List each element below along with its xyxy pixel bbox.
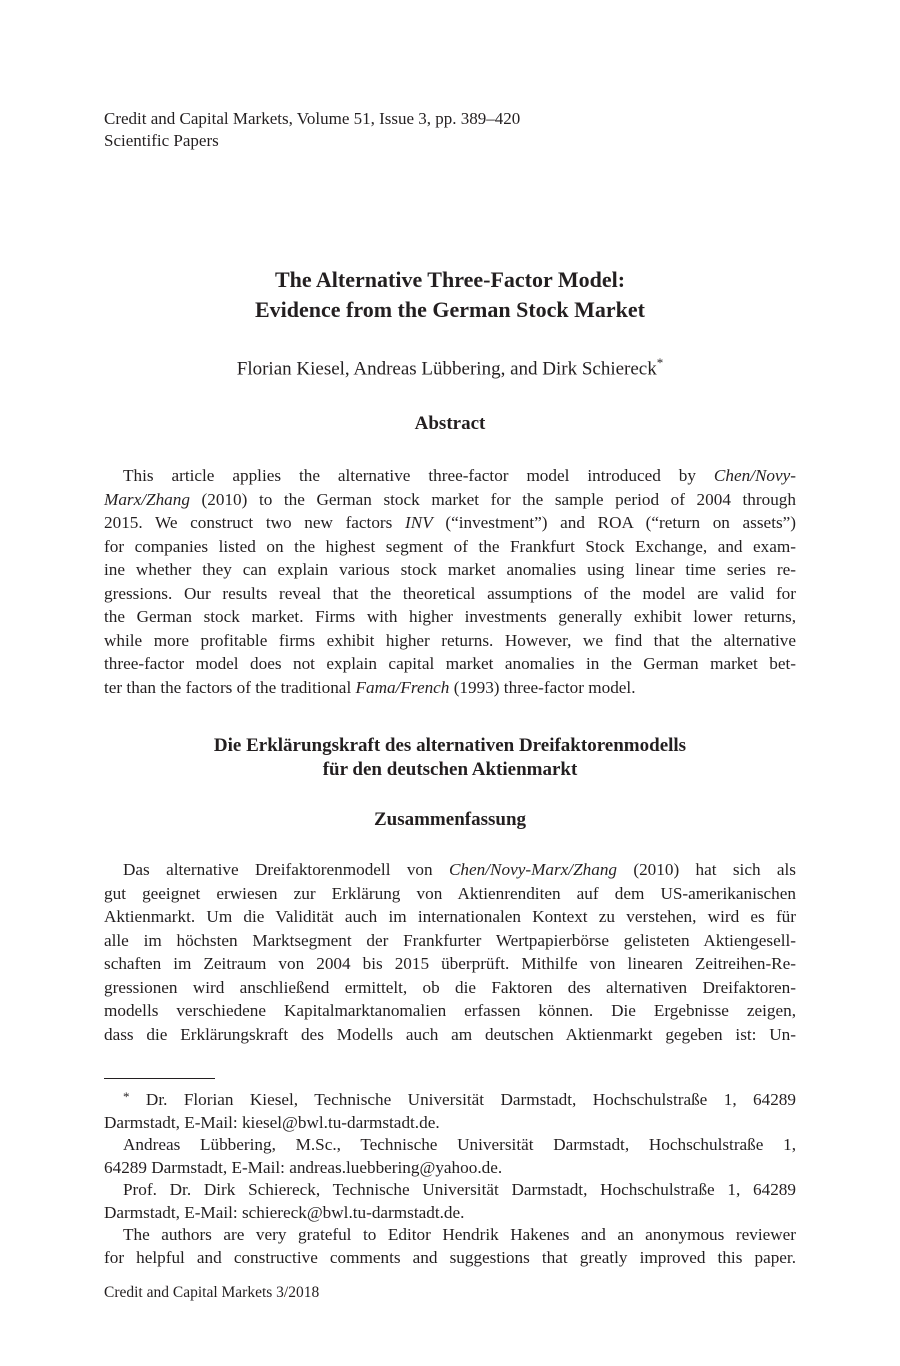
abstract-line: the German stock market. Firms with higher investments generally exhibit lower returns,: [104, 607, 796, 626]
title-line-2: Evidence from the German Stock Market: [254, 297, 646, 322]
german-title-line-2: für den deutschen Aktienmarkt: [322, 759, 578, 780]
abstract-body: [104, 464, 796, 699]
footnote-line: The authors are very grateful to Editor Hendrik Hakenes and an anonymous reviewer: [123, 1225, 796, 1244]
footnote-star: *: [123, 1089, 130, 1104]
zusammenfassung-line: Aktienmarkt. Um die Validität auch im internationalen Kontext zu verstehen, wird es für: [104, 907, 796, 926]
abstract-line: ter than the factors of the traditional Fama/French (1993) three-factor model.: [104, 677, 636, 697]
abstract-heading: [104, 412, 796, 436]
paper-title: [104, 265, 796, 325]
abstract-line: 2015. We construct two new factors INV (“investment”) and ROA (“return on assets”): [104, 513, 797, 532]
abstract-line: while more profitable firms exhibit higher returns. However, we find that the alternative: [104, 630, 796, 650]
footnote-line: Prof. Dr. Dirk Schiereck, Technische Universität Darmstadt, Hochschulstraße 1, 64289: [123, 1180, 796, 1199]
german-title-line-1: Die Erklärungskraft des alternativen Dreifaktorenmodells: [213, 735, 687, 756]
footnotes: [104, 1086, 796, 1269]
page-footer: Credit and Capital Markets 3/2018: [104, 1284, 320, 1301]
zusammenfassung-heading: [104, 808, 796, 832]
abstract-line: This article applies the alternative three-factor model introduced by Chen/Novy-: [123, 466, 796, 485]
author-list: [104, 350, 796, 382]
footnote-divider: [104, 1078, 215, 1079]
footnote-line: Darmstadt, E-Mail: kiesel@bwl.tu-darmstadt.de.: [104, 1112, 440, 1132]
author-footnote-mark: *: [656, 355, 664, 370]
abstract-line: gressions. Our results reveal that the theoretical assumptions of the model are valid for: [104, 583, 796, 603]
footnote-line: for helpful and constructive comments and suggestions that greatly improved this paper.: [104, 1247, 796, 1267]
footnote-line: * Dr. Florian Kiesel, Technische Universität Darmstadt, Hochschulstraße 1, 64289: [123, 1089, 796, 1109]
zusammenfassung-heading-text: Zusammenfassung: [373, 809, 527, 830]
zusammenfassung-line: modells verschiedene Kapitalmarktanomalien erfassen können. Die Ergebnisse zeigen,: [104, 1001, 796, 1020]
title-line-1: The Alternative Three-Factor Model:: [274, 267, 626, 292]
zusammenfassung-line: schaften im Zeitraum von 2004 bis 2015 überprüft. Mithilfe von linearen Zeitreihen-Re-: [104, 954, 796, 973]
zusammenfassung-line: gut geeignet erwiesen zur Erklärung von Aktienrenditen auf dem US-amerikanischen: [104, 883, 796, 903]
abstract-line: three-factor model does not explain capital market anomalies in the German market bet-: [104, 654, 796, 673]
footnote-line: Darmstadt, E-Mail: schiereck@bwl.tu-darmstadt.de.: [104, 1202, 465, 1222]
german-title: [104, 734, 796, 782]
footnote-line: Andreas Lübbering, M.Sc., Technische Universität Darmstadt, Hochschulstraße 1,: [123, 1135, 796, 1154]
abstract-line: Marx/Zhang (2010) to the German stock market for the sample period of 2004 through: [104, 489, 796, 509]
author-names: Florian Kiesel, Andreas Lübbering, and Dirk Schiereck: [236, 358, 657, 380]
zusammenfassung-line: Das alternative Dreifaktorenmodell von Chen/Novy-Marx/Zhang (2010) hat sich als: [123, 860, 796, 879]
abstract-heading-text: Abstract: [414, 413, 486, 434]
section-label: Scientific Papers: [104, 131, 219, 150]
journal-header: [104, 108, 520, 152]
abstract-line: ine whether they can explain various stock market anomalies using linear time series re-: [104, 560, 796, 579]
zusammenfassung-body: [104, 858, 796, 1046]
zusammenfassung-line: dass die Erklärungskraft des Modells auch am deutschen Aktienmarkt gegeben ist: Un-: [104, 1024, 796, 1044]
journal-citation: Credit and Capital Markets, Volume 51, Issue 3, pp. 389–420: [104, 109, 521, 128]
abstract-line: for companies listed on the highest segment of the Frankfurt Stock Exchange, and exam-: [104, 536, 796, 556]
zusammenfassung-line: alle im höchsten Marktsegment der Frankfurter Wertpapierbörse gelisteten Aktiengesell-: [104, 930, 796, 950]
footnote-line: 64289 Darmstadt, E-Mail: andreas.luebbering@yahoo.de.: [104, 1157, 503, 1177]
zusammenfassung-line: gressionen wird anschließend ermittelt, ob die Faktoren des alternativen Dreifaktoren-: [104, 977, 796, 997]
